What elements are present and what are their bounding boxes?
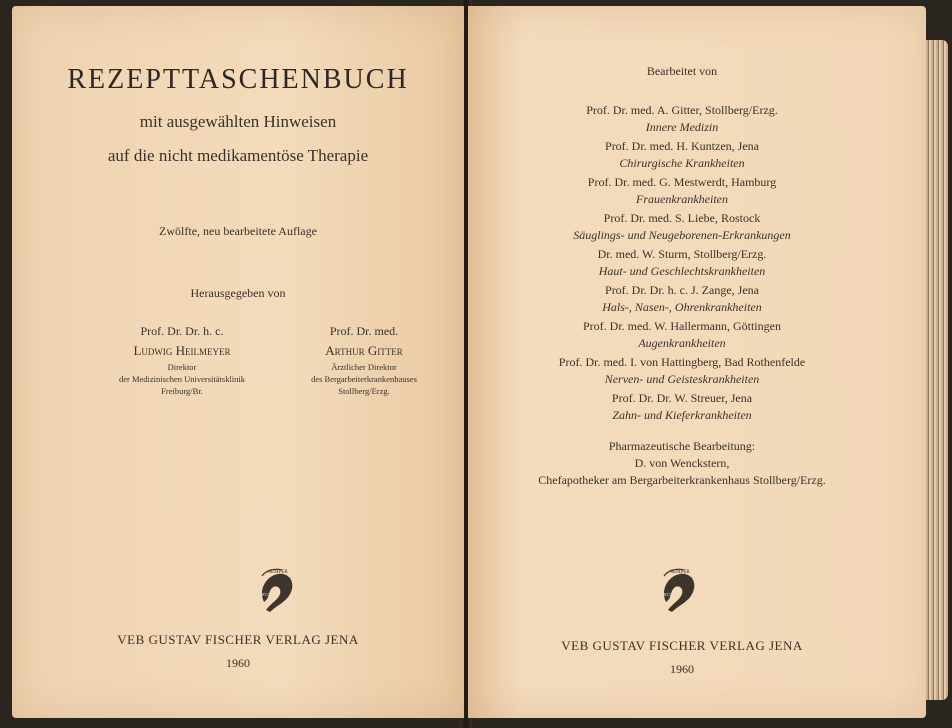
editor-institution: des Bergarbeiterkrankenhauses: [311, 374, 417, 384]
publisher-seal: [256, 562, 300, 614]
contributor-item: [468, 354, 896, 388]
publication-year: 1960: [670, 662, 694, 676]
contributor-line: Prof. Dr. med. S. Liebe, Rostock: [603, 211, 761, 225]
pharma-heading: Pharmazeutische Bearbeitung:: [608, 439, 756, 453]
seal-text-2: BONIS: [679, 576, 693, 581]
publisher-name: VEB GUSTAV FISCHER VERLAG JENA: [117, 632, 359, 647]
contributor-item: [468, 282, 896, 316]
seal-text-3: ARTIBUS: [660, 592, 680, 597]
contributor-line: Prof. Dr. Dr. W. Streuer, Jena: [611, 391, 753, 405]
publisher-seal: [658, 562, 702, 614]
contributor-field: Haut- und Geschlechtskrankheiten: [598, 264, 766, 278]
contributor-line: Prof. Dr. med. H. Kuntzen, Jena: [605, 139, 759, 153]
contributor-item: [468, 318, 896, 352]
contributor-item: [468, 210, 896, 244]
pharma-role: Chefapotheker am Bergarbeiterkrankenhaus Stollberg/Erzg.: [538, 473, 826, 487]
left-page: [12, 6, 464, 718]
editor-role: Direktor: [167, 362, 197, 372]
editor-place: Stollberg/Erzg.: [338, 386, 390, 396]
contributor-item: [468, 102, 896, 136]
subtitle-line-1: mit ausgewählten Hinweisen: [139, 112, 337, 131]
contributor-field: Chirurgische Krankheiten: [619, 156, 745, 170]
seal-text-3: ARTIBUS: [258, 592, 278, 597]
editor-title: Prof. Dr. Dr. h. c.: [140, 324, 224, 338]
seal-text-2: BONIS: [277, 576, 291, 581]
contributor-item: [468, 138, 896, 172]
contributor-field: Hals-, Nasen-, Ohrenkrankheiten: [602, 300, 762, 314]
page-edges: [926, 40, 948, 700]
seal-text-1: SEMPER: [268, 570, 288, 575]
editor-title: Prof. Dr. med.: [329, 324, 399, 338]
editor-role: Ärztlicher Direktor: [331, 362, 397, 372]
subtitle-line-2: auf die nicht medikamentöse Therapie: [107, 146, 369, 165]
publication-year: 1960: [226, 656, 250, 670]
contributor-field: Säuglings- und Neugeborenen-Erkrankungen: [573, 228, 791, 242]
edition-note: Zwölfte, neu bearbeitete Auflage: [159, 224, 317, 238]
contributor-field: Nerven- und Geisteskrankheiten: [604, 372, 760, 386]
contributor-line: Prof. Dr. med. W. Hallermann, Göttingen: [583, 319, 781, 333]
contributor-item: [468, 174, 896, 208]
contributor-line: Prof. Dr. med. G. Mestwerdt, Hamburg: [587, 175, 777, 189]
book-title: REZEPTTASCHENBUCH: [67, 64, 409, 95]
edited-by-label: Herausgegeben von: [190, 286, 286, 300]
publisher-name: VEB GUSTAV FISCHER VERLAG JENA: [561, 638, 803, 653]
contributor-item: [468, 246, 896, 280]
pharma-name: D. von Wenckstern,: [634, 456, 730, 470]
right-page: [468, 6, 926, 718]
pharma-section: [468, 438, 896, 489]
contributor-field: Augenkrankheiten: [638, 336, 726, 350]
contributor-field: Innere Medizin: [645, 120, 719, 134]
contributor-line: Dr. med. W. Sturm, Stollberg/Erzg.: [597, 247, 767, 261]
contributor-line: Prof. Dr. med. I. von Hattingberg, Bad Rothenfelde: [558, 355, 806, 369]
editor-institution: der Medizinischen Universitätsklinik: [118, 374, 246, 384]
contributor-line: Prof. Dr. med. A. Gitter, Stollberg/Erzg.: [586, 103, 778, 117]
contributors-heading: Bearbeitet von: [646, 64, 718, 78]
seal-text-1: SEMPER: [670, 570, 690, 575]
contributor-line: Prof. Dr. Dr. h. c. J. Zange, Jena: [605, 283, 759, 297]
contributor-item: [468, 390, 896, 424]
editor-place: Freiburg/Br.: [161, 386, 203, 396]
contributor-field: Frauenkrankheiten: [636, 192, 728, 206]
editor-name: Ludwig Heilmeyer: [133, 343, 231, 358]
contributor-field: Zahn- und Kieferkrankheiten: [612, 408, 752, 422]
editor-name: Arthur Gitter: [325, 343, 403, 358]
